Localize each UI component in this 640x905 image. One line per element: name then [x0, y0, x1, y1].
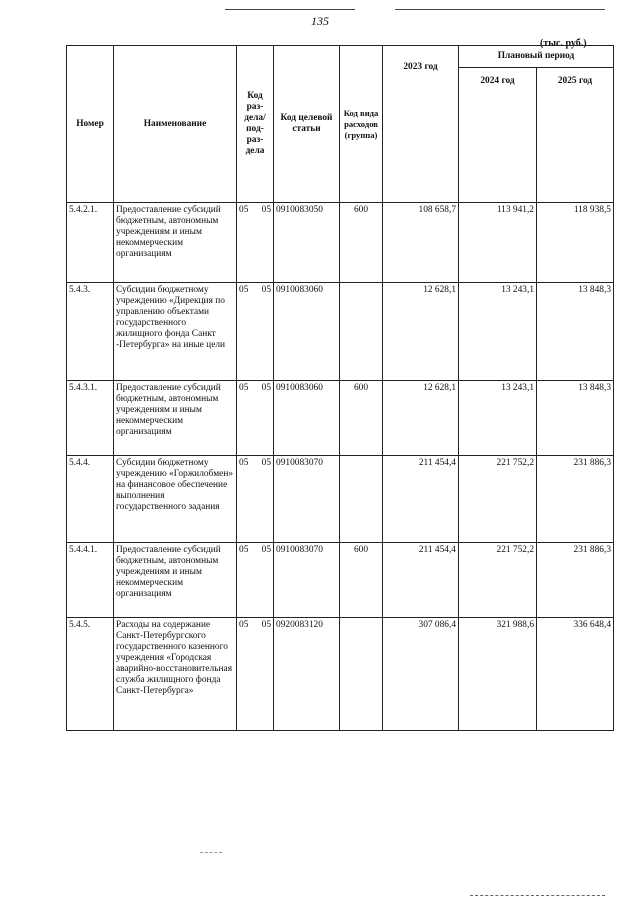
row-amount-2025: 13 848,3	[537, 381, 614, 456]
table-row	[67, 203, 614, 283]
header-row	[67, 46, 614, 68]
row-number: 5.4.4.	[67, 456, 114, 543]
row-amount-2023: 211 454,4	[383, 456, 459, 543]
row-target-code: 0910083060	[274, 283, 340, 381]
page-number: 135	[311, 14, 329, 28]
row-amount-2023: 211 454,4	[383, 543, 459, 618]
row-name: Расходы на содержание Санкт-Петербургского государственного казенного учреждения «Городская аварийно-восстановительная служба жилищного фонда Санкт-Петербурга»	[114, 618, 237, 731]
row-section-code	[237, 381, 274, 456]
table-row	[67, 381, 614, 456]
section-code-part2: 05	[261, 458, 271, 468]
row-name: Субсидии бюджетному учреждению «Горжилобмен» на финансовое обеспечение выполнения государственного задания	[114, 456, 237, 543]
row-amount-2023: 307 086,4	[383, 618, 459, 731]
section-code-part2: 05	[261, 620, 271, 630]
header-year-2024: 2024 год	[459, 68, 537, 203]
budget-table	[66, 45, 614, 731]
header-section-code: Код раз-дела/ под-раз-дела	[237, 46, 274, 203]
top-rule	[225, 9, 355, 10]
header-year-2025: 2025 год	[537, 68, 614, 203]
row-target-code: 0910083060	[274, 381, 340, 456]
row-target-code: 0910083070	[274, 543, 340, 618]
row-amount-2024: 13 243,1	[459, 283, 537, 381]
row-amount-2024: 221 752,2	[459, 543, 537, 618]
row-number: 5.4.4.1.	[67, 543, 114, 618]
header-expense-type: Код вида расходов (группа)	[340, 46, 383, 203]
row-amount-2025: 336 648,4	[537, 618, 614, 731]
header-year-2023: 2023 год	[383, 46, 459, 203]
row-amount-2025: 118 938,5	[537, 203, 614, 283]
table-row	[67, 618, 614, 731]
row-section-code	[237, 543, 274, 618]
row-number: 5.4.3.1.	[67, 381, 114, 456]
row-expense-group: 600	[340, 203, 383, 283]
section-code-part1: 05	[239, 545, 249, 555]
row-amount-2024: 321 988,6	[459, 618, 537, 731]
section-code-part2: 05	[261, 285, 271, 295]
row-number: 5.4.3.	[67, 283, 114, 381]
row-amount-2024: 221 752,2	[459, 456, 537, 543]
row-expense-group: 600	[340, 543, 383, 618]
row-amount-2023: 12 628,1	[383, 283, 459, 381]
header-target-code: Код целевой статьи	[274, 46, 340, 203]
row-target-code: 0910083070	[274, 456, 340, 543]
row-name: Предоставление субсидий бюджетным, автономным учреждениям и иным некоммерческим организациям	[114, 203, 237, 283]
section-code-part2: 05	[261, 545, 271, 555]
row-number: 5.4.2.1.	[67, 203, 114, 283]
header-plan-period: Плановый период	[459, 46, 614, 68]
section-code-part1: 05	[239, 205, 249, 215]
row-section-code	[237, 456, 274, 543]
row-amount-2025: 231 886,3	[537, 456, 614, 543]
row-amount-2024: 113 941,2	[459, 203, 537, 283]
section-code-part1: 05	[239, 458, 249, 468]
header-name: Наименование	[114, 46, 237, 203]
row-name: Предоставление субсидий бюджетным, автономным учреждениям и иным некоммерческим организациям	[114, 381, 237, 456]
row-name: Предоставление субсидий бюджетным, автономным учреждениям и иным некоммерческим организациям	[114, 543, 237, 618]
row-amount-2025: 231 886,3	[537, 543, 614, 618]
units-label: (тыс. руб.)	[540, 38, 587, 49]
bottom-rule	[470, 895, 605, 896]
row-section-code	[237, 203, 274, 283]
row-number: 5.4.5.	[67, 618, 114, 731]
row-amount-2023: 108 658,7	[383, 203, 459, 283]
top-rule-right	[395, 9, 605, 10]
row-expense-group	[340, 456, 383, 543]
row-amount-2023: 12 628,1	[383, 381, 459, 456]
section-code-part1: 05	[239, 620, 249, 630]
row-expense-group	[340, 618, 383, 731]
section-code-part1: 05	[239, 383, 249, 393]
section-code-part2: 05	[261, 205, 271, 215]
row-expense-group: 600	[340, 381, 383, 456]
row-expense-group	[340, 283, 383, 381]
table-row	[67, 283, 614, 381]
row-target-code: 0920083120	[274, 618, 340, 731]
table-row	[67, 456, 614, 543]
row-amount-2024: 13 243,1	[459, 381, 537, 456]
row-name: Субсидии бюджетному учреждению «Дирекция по управлению объектами государственного жилищного фонда Санкт -Петербурга» на иные цели	[114, 283, 237, 381]
section-code-part1: 05	[239, 285, 249, 295]
row-target-code: 0910083050	[274, 203, 340, 283]
scan-mark	[200, 852, 222, 853]
header-number: Номер	[67, 46, 114, 203]
row-section-code	[237, 283, 274, 381]
row-section-code	[237, 618, 274, 731]
row-amount-2025: 13 848,3	[537, 283, 614, 381]
table-row	[67, 543, 614, 618]
section-code-part2: 05	[261, 383, 271, 393]
